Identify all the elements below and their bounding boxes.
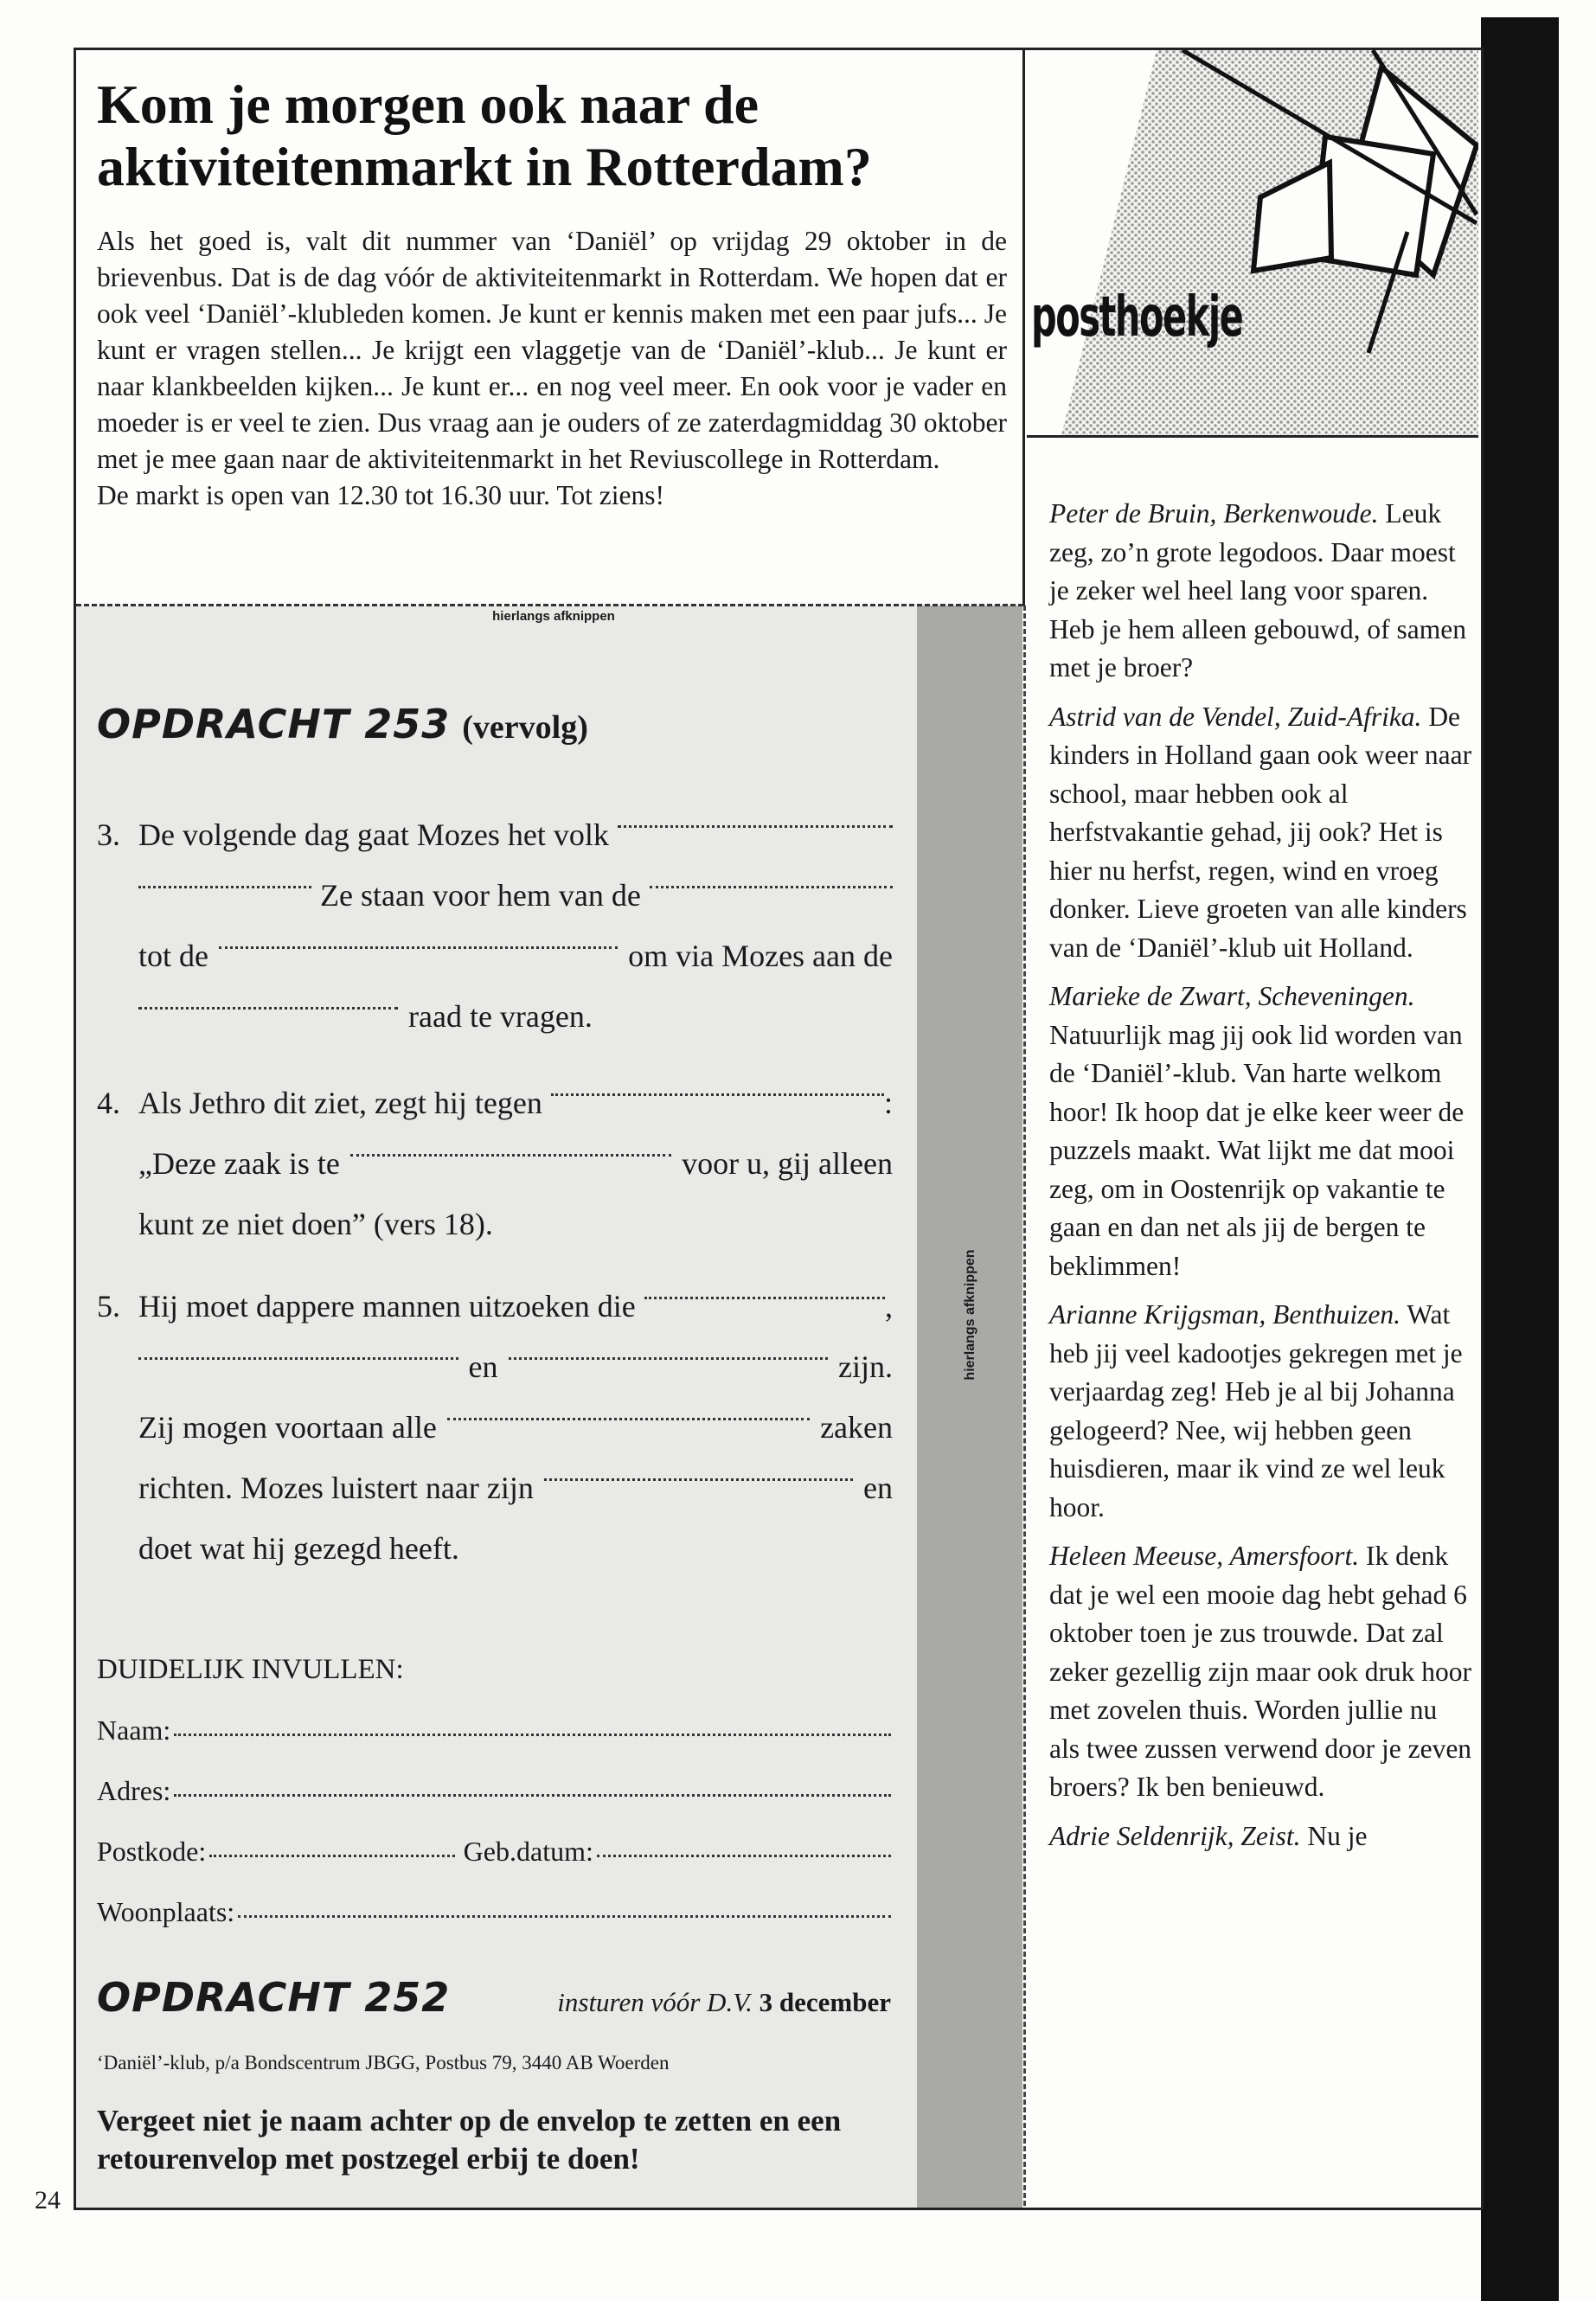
fill-heading: DUIDELIJK INVULLEN: — [97, 1654, 404, 1685]
woonplaats-input[interactable] — [238, 1896, 891, 1918]
question-text: raad te vragen. — [408, 999, 593, 1034]
letter-reply — [1049, 977, 1473, 1285]
letter-text: Nu je — [1307, 1820, 1368, 1851]
question-text: doet wat hij gezegd heeft. — [138, 1531, 459, 1566]
question-line — [138, 1336, 893, 1397]
field-label: Naam: — [97, 1715, 171, 1746]
field-label: Woonplaats: — [97, 1896, 235, 1927]
letter-text: Wat heb jij veel kadootjes gekregen met je verjaardag zeg! Heb je al bij Johanna gelogeerd? Nee, wij hebben geen huisdieren, maar ik vind ze wel leuk hoor. — [1049, 1299, 1463, 1522]
answer-blank[interactable] — [447, 1397, 810, 1420]
letters-column — [1049, 495, 1473, 1866]
question-text: voor u, gij alleen — [682, 1146, 893, 1181]
article-closing: De markt is open van 12.30 tot 16.30 uur. Tot ziens! — [97, 480, 664, 510]
letter-author: Heleen Meeuse, Amersfoort. — [1049, 1541, 1360, 1571]
question-text: De volgende dag gaat Mozes het volk — [138, 817, 609, 852]
question-line — [138, 1073, 893, 1133]
letter-text: Ik denk dat je wel een mooie dag hebt gehad 6 oktober toen je zus trouwde. Dat zal zeker gezellig zijn maar ook druk hoor met zovelen thuis. Worden jullie nu als twee zussen verwend door je zeven broers? Ik ben benieuwd. — [1049, 1541, 1472, 1802]
letter-reply — [1049, 495, 1473, 688]
question-number: 4. — [97, 1086, 120, 1120]
answer-blank[interactable] — [551, 1073, 884, 1096]
answer-blank[interactable] — [644, 1276, 885, 1299]
cut-label-vertical: hierlangs afknippen — [963, 1249, 977, 1381]
answer-blank[interactable] — [138, 1336, 458, 1360]
answer-blank[interactable] — [350, 1133, 671, 1157]
article-paragraph: Als het goed is, valt dit nummer van ‘Daniël’ op vrijdag 29 oktober in de brievenbus. Dat is de dag vóór de aktiviteitenmarkt in Rotterdam. We hopen dat er ook veel ‘Daniël’-klubleden komen. Je kunt er kennis maken met een paar jufs... Je kunt er vragen stellen... Je krijgt een vlaggetje van de ‘Daniël’-klub... Je kunt er naar klankbeelden kijken... Je kunt er... en nog veel meer. En ook voor je vader en moeder is er veel te zien. Dus vraag aan je ouders of ze zaterdagmiddag 30 oktober met je mee gaan naar de aktiviteitenmarkt in het Reviuscollege in Rotterdam. — [97, 226, 1007, 474]
question-line — [138, 1458, 893, 1518]
letter-reply — [1049, 1537, 1473, 1807]
page-number: 24 — [35, 2186, 61, 2214]
question-number: 5. — [97, 1289, 120, 1324]
question-line — [138, 1397, 893, 1458]
answer-blank[interactable] — [138, 865, 311, 888]
assignment-suffix: (vervolg) — [462, 709, 588, 746]
form-heading — [97, 701, 588, 747]
gebdatum-input[interactable] — [597, 1836, 891, 1857]
field-label: Adres: — [97, 1775, 171, 1806]
question-text: , — [885, 1289, 893, 1324]
question-text: Zij mogen voortaan alle — [138, 1410, 437, 1445]
letter-text: De kinders in Holland gaan ook weer naar school, maar hebben ook al herfstvakantie gehad, jij ook? Het is hier nu herfst, regen, wind en vroeg donker. Lieve groeten van alle kinders van de ‘Daniël’-klub uit Holland. — [1049, 701, 1472, 963]
field-naam — [97, 1715, 891, 1747]
posthoekje-title: posthoekje — [1031, 285, 1243, 349]
postkode-input[interactable] — [209, 1836, 454, 1857]
question-text: kunt ze niet doen” (vers 18). — [138, 1207, 493, 1241]
cut-label-top: hierlangs afknippen — [492, 609, 615, 624]
naam-input[interactable] — [174, 1715, 891, 1736]
submit-title: OPDRACHT 252 — [97, 1974, 451, 2021]
question-number: 3. — [97, 817, 120, 852]
assignment-title: OPDRACHT 253 — [97, 701, 451, 747]
question-text: richten. Mozes luistert naar zijn — [138, 1471, 534, 1505]
letter-author: Astrid van de Vendel, Zuid-Afrika. — [1049, 701, 1422, 732]
submit-deadline — [557, 1987, 891, 2018]
answer-blank[interactable] — [509, 1336, 829, 1360]
field-label: Geb.datum: — [463, 1836, 593, 1867]
article-title: Kom je morgen ook naar de aktiviteitenmarkt in Rotterdam? — [97, 74, 872, 197]
cut-line-vertical — [1023, 606, 1026, 2206]
question-line — [138, 1133, 893, 1194]
submit-row — [97, 1974, 891, 2021]
field-adres — [97, 1775, 891, 1807]
postal-address: ‘Daniël’-klub, p/a Bondscentrum JBGG, Postbus 79, 3440 AB Woerden — [97, 2052, 670, 2073]
question-text: Ze staan voor hem van de — [320, 878, 641, 913]
cut-line-horizontal — [76, 604, 1023, 606]
question-line — [138, 1276, 893, 1336]
answer-blank[interactable] — [618, 804, 893, 828]
letter-reply — [1049, 698, 1473, 968]
answer-blank[interactable] — [219, 926, 618, 949]
question-text: en — [863, 1471, 893, 1505]
question-line — [138, 986, 893, 1047]
field-woonplaats — [97, 1896, 891, 1928]
question-line — [138, 804, 893, 865]
question-text: Als Jethro dit ziet, zegt hij tegen — [138, 1086, 542, 1120]
letter-text: Natuurlijk mag jij ook lid worden van de ‘Daniël’-klub. Van harte welkom hoor! Ik hoop dat je elke keer weer de puzzels maakt. Wat lijkt me dat mooi zeg, om in Oostenrijk op vakantie te gaan en dan net als jij de bergen te beklimmen! — [1049, 1019, 1465, 1281]
question-text: zijn. — [838, 1349, 893, 1384]
reminder-note: Vergeet niet je naam achter op de envelop te zetten en een retourenvelop met postzegel erbij te doen! — [97, 2104, 842, 2176]
page-edge-bar — [1481, 17, 1559, 2301]
question-text: tot de — [138, 939, 208, 973]
answer-blank[interactable] — [544, 1458, 853, 1481]
letter-author: Peter de Bruin, Berkenwoude. — [1049, 498, 1379, 529]
adres-input[interactable] — [174, 1775, 891, 1797]
header-rule — [1027, 435, 1478, 438]
question-text: : — [883, 1086, 893, 1120]
question-text: om via Mozes aan de — [628, 939, 893, 973]
letter-author: Marieke de Zwart, Scheveningen. — [1049, 981, 1415, 1011]
deadline-date: 3 december — [759, 1987, 891, 2017]
question-text: „Deze zaak is te — [138, 1146, 340, 1181]
article-body — [97, 223, 1007, 514]
posthoekje-graphic — [1027, 50, 1478, 500]
letter-reply — [1049, 1817, 1473, 1856]
question-text: zaken — [820, 1410, 893, 1445]
question-line — [138, 926, 893, 986]
letter-author: Adrie Seldenrijk, Zeist. — [1049, 1820, 1301, 1851]
question-text: en — [468, 1349, 498, 1384]
field-label: Postkode: — [97, 1836, 207, 1867]
answer-blank[interactable] — [650, 865, 893, 888]
question-line — [138, 865, 893, 926]
letter-reply — [1049, 1296, 1473, 1527]
deadline-label: insturen vóór D.V. — [557, 1987, 753, 2017]
field-postkode — [97, 1836, 891, 1868]
question-text: Hij moet dappere mannen uitzoeken die — [138, 1289, 636, 1324]
answer-blank[interactable] — [138, 986, 398, 1009]
letter-author: Arianne Krijgsman, Benthuizen. — [1049, 1299, 1401, 1330]
letter-text: Leuk zeg, zo’n grote legodoos. Daar moest je zeker wel heel lang voor sparen. Heb je hem alleen gebouwd, of samen met je broer? — [1049, 498, 1466, 683]
